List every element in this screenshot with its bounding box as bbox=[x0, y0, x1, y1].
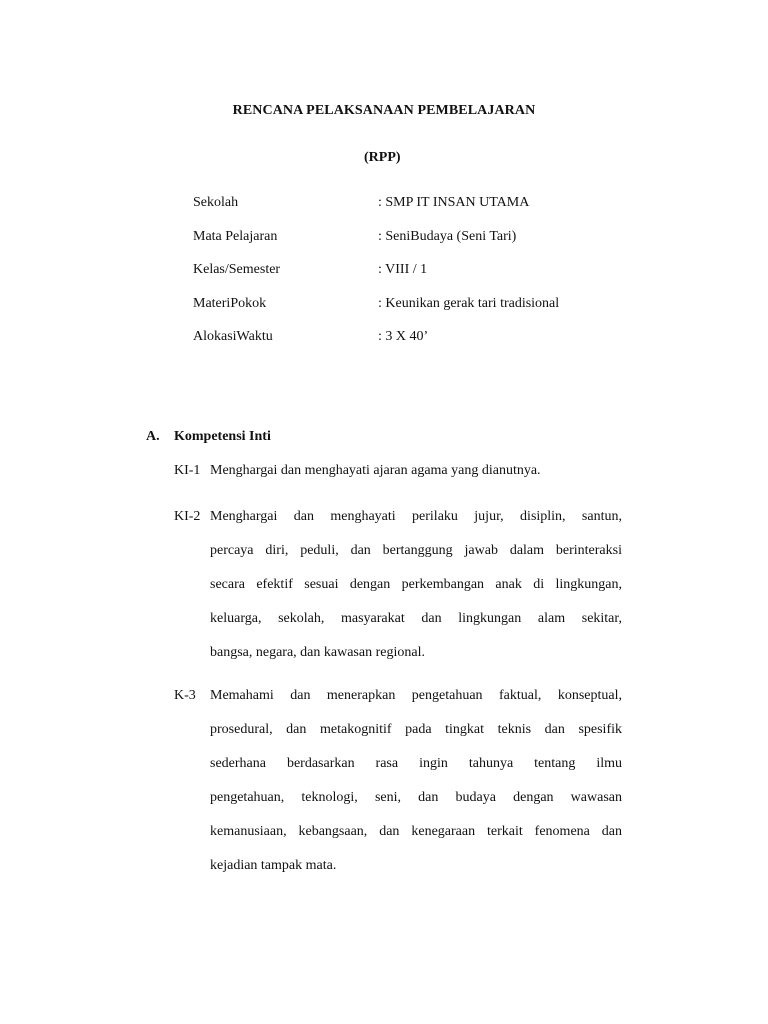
ki-line bbox=[174, 756, 622, 790]
ki-line bbox=[174, 858, 622, 892]
ki-text: bangsa, negara, dan kawasan regional. bbox=[210, 645, 425, 660]
info-label: AlokasiWaktu bbox=[193, 329, 273, 344]
info-row-materi-pokok bbox=[193, 296, 643, 330]
info-label: Sekolah bbox=[193, 195, 239, 210]
info-label: MateriPokok bbox=[193, 295, 267, 311]
ki-item-2 bbox=[174, 509, 622, 679]
ki-line bbox=[174, 824, 622, 858]
ki-text: pengetahuan, teknologi, seni, dan budaya dengan wawasan bbox=[210, 790, 622, 805]
ki-text: kejadian tampak mata. bbox=[210, 858, 337, 873]
section-title: Kompetensi Inti bbox=[174, 429, 271, 444]
ki-text: sederhana berdasarkan rasa ingin tahunya tentang ilmu bbox=[210, 756, 622, 771]
ki-text: percaya diri, peduli, dan bertanggung jawab dalam berinteraksi bbox=[210, 543, 622, 558]
ki-code: KI-2 bbox=[174, 509, 201, 524]
ki-line bbox=[174, 722, 622, 756]
info-row-sekolah bbox=[193, 195, 643, 229]
info-row-alokasi-waktu bbox=[193, 329, 643, 363]
section-heading-kompetensi-inti bbox=[146, 429, 271, 445]
info-label: Kelas/Semester bbox=[193, 262, 281, 277]
ki-line bbox=[174, 577, 622, 611]
info-value: : VIII / 1 bbox=[378, 262, 428, 277]
document-title: RENCANA PELAKSANAAN PEMBELAJARAN bbox=[232, 103, 536, 118]
ki-text: Menghargai dan menghayati perilaku jujur, disiplin, santun, bbox=[210, 509, 622, 524]
ki-code: K-3 bbox=[174, 688, 196, 703]
ki-line bbox=[174, 509, 622, 543]
ki-item-1 bbox=[174, 463, 622, 497]
info-value: : Keunikan gerak tari tradisional bbox=[378, 295, 560, 311]
info-value: : SeniBudaya (Seni Tari) bbox=[378, 228, 517, 244]
ki-text: Memahami dan menerapkan pengetahuan faktual, konseptual, bbox=[210, 688, 622, 703]
identity-table bbox=[193, 195, 643, 363]
ki-line bbox=[174, 645, 622, 679]
ki-line bbox=[174, 463, 622, 497]
info-value: : SMP IT INSAN UTAMA bbox=[378, 195, 530, 210]
section-letter: A. bbox=[146, 429, 160, 444]
info-row-kelas-semester bbox=[193, 262, 643, 296]
ki-line bbox=[174, 611, 622, 645]
ki-line bbox=[174, 543, 622, 577]
ki-item-3 bbox=[174, 688, 622, 892]
document-subtitle: (RPP) bbox=[364, 150, 401, 165]
info-row-mata-pelajaran bbox=[193, 229, 643, 263]
ki-text: kemanusiaan, kebangsaan, dan kenegaraan terkait fenomena dan bbox=[210, 824, 622, 839]
ki-text: secara efektif sesuai dengan perkembangan anak di lingkungan, bbox=[210, 577, 622, 592]
ki-text: prosedural, dan metakognitif pada tingkat teknis dan spesifik bbox=[210, 722, 622, 737]
ki-text: Menghargai dan menghayati ajaran agama yang dianutnya. bbox=[210, 463, 541, 478]
info-value: : 3 X 40’ bbox=[378, 329, 429, 344]
info-label: Mata Pelajaran bbox=[193, 228, 278, 244]
ki-text: keluarga, sekolah, masyarakat dan lingkungan alam sekitar, bbox=[210, 611, 622, 626]
ki-line bbox=[174, 688, 622, 722]
ki-line bbox=[174, 790, 622, 824]
ki-code: KI-1 bbox=[174, 463, 201, 478]
